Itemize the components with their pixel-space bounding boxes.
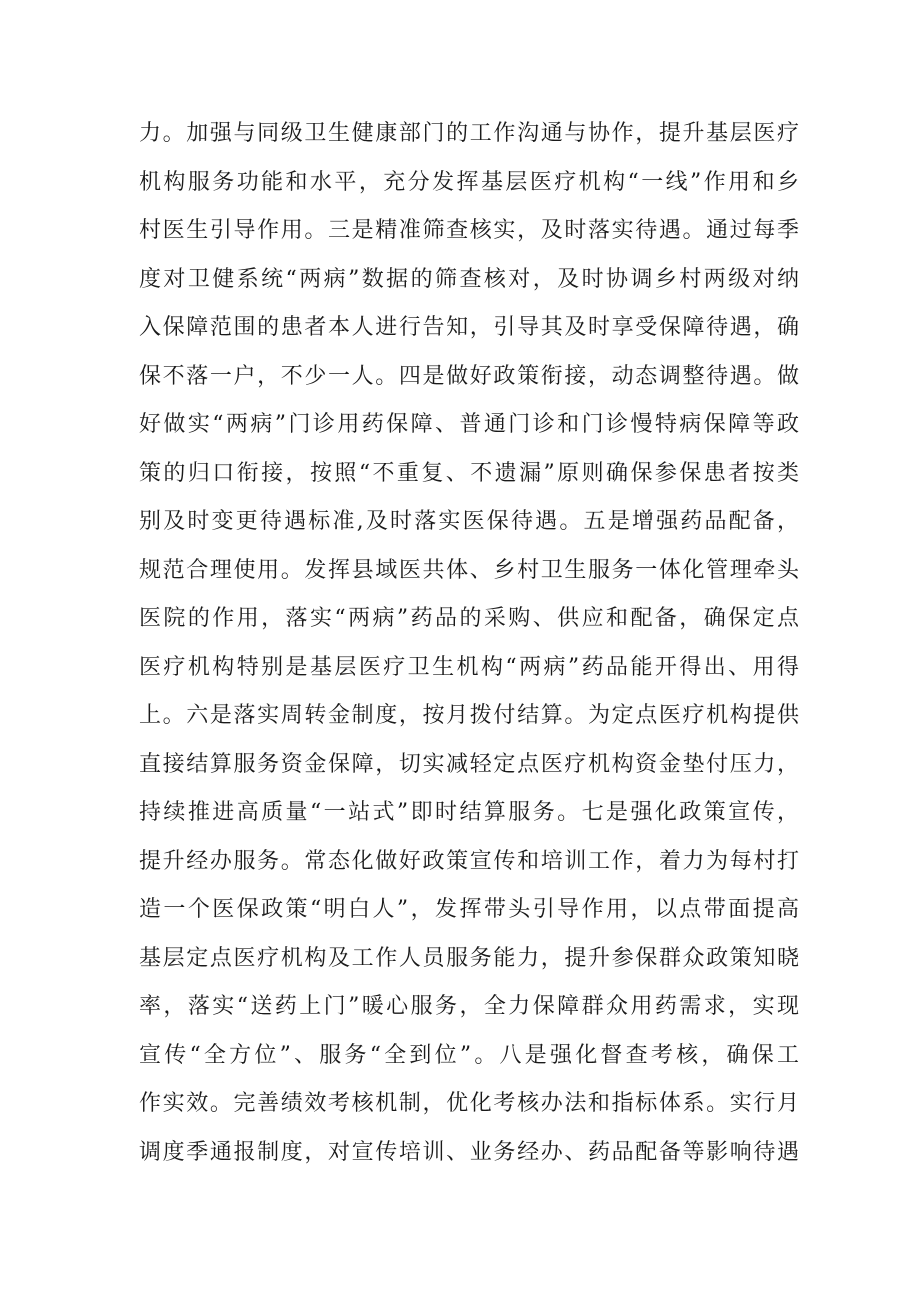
- text-line: 直接结算服务资金保障，切实减轻定点医疗机构资金垫付压力，: [139, 751, 799, 777]
- text-line: 保不落一户，不少一人。四是做好政策衔接，动态调整待遇。做: [139, 363, 799, 389]
- text-line: 宣传“全方位”、服务“全到位”。八是强化督查考核，确保工: [139, 1042, 799, 1068]
- text-line: 村医生引导作用。三是精准筛查核实，及时落实待遇。通过每季: [139, 218, 799, 243]
- text-line: 上。六是落实周转金制度，按月拨付结算。为定点医疗机构提供: [139, 703, 799, 728]
- text-line: 好做实“两病”门诊用药保障、普通门诊和门诊慢特病保障等政: [139, 412, 799, 437]
- text-line: 入保障范围的患者本人进行告知，引导其及时享受保障待遇，确: [139, 315, 799, 340]
- text-line: 率，落实“送药上门”暖心服务，全力保障群众用药需求，实现: [139, 994, 799, 1019]
- body-paragraph: [139, 110, 799, 1177]
- text-line: 造一个医保政策“明白人”，发挥带头引导作用，以点带面提高: [139, 897, 799, 922]
- text-line: 基层定点医疗机构及工作人员服务能力，提升参保群众政策知晓: [139, 945, 799, 971]
- text-line: 提升经办服务。常态化做好政策宣传和培训工作，着力为每村打: [139, 848, 799, 874]
- text-line: 策的归口衔接，按照“不重复、不遗漏”原则确保参保患者按类: [139, 460, 799, 486]
- text-line: 调度季通报制度，对宣传培训、业务经办、药品配备等影响待遇: [139, 1139, 799, 1165]
- text-line: 别及时变更待遇标准,及时落实医保待遇。五是增强药品配备，: [139, 509, 799, 534]
- text-line: 规范合理使用。发挥县域医共体、乡村卫生服务一体化管理牵头: [139, 557, 799, 583]
- text-line: 度对卫健系统“两病”数据的筛查核对，及时协调乡村两级对纳: [139, 266, 799, 292]
- text-line: 医院的作用，落实“两病”药品的采购、供应和配备，确保定点: [139, 606, 799, 631]
- text-line: 持续推进高质量“一站式”即时结算服务。七是强化政策宣传，: [139, 800, 799, 825]
- text-line: 机构服务功能和水平，充分发挥基层医疗机构“一线”作用和乡: [139, 169, 799, 195]
- text-line: 作实效。完善绩效考核机制，优化考核办法和指标体系。实行月: [139, 1091, 799, 1116]
- text-line: 医疗机构特别是基层医疗卫生机构“两病”药品能开得出、用得: [139, 654, 799, 680]
- text-line: 力。加强与同级卫生健康部门的工作沟通与协作，提升基层医疗: [139, 121, 799, 146]
